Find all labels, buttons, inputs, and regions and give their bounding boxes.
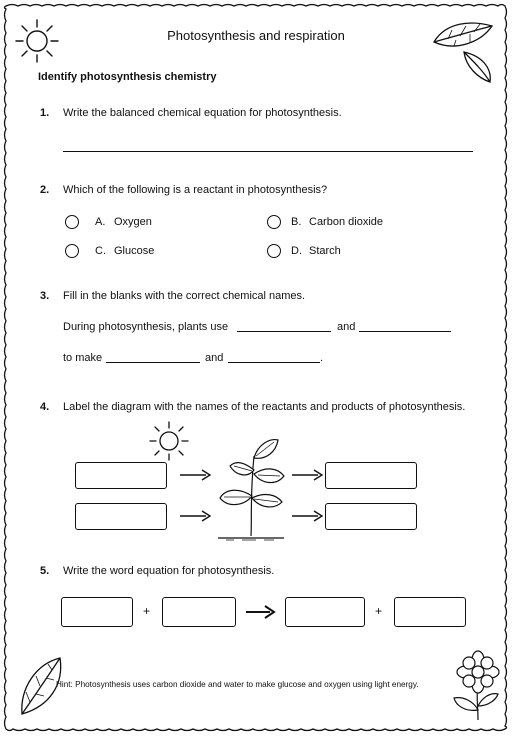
arrow-icon: [178, 509, 212, 523]
blank-3[interactable]: [106, 362, 200, 363]
equation-box-4[interactable]: [394, 597, 466, 627]
question-2-number: 2.: [40, 184, 50, 196]
option-c-letter: C.: [95, 245, 106, 257]
equation-box-2[interactable]: [162, 597, 236, 627]
question-3-number: 3.: [40, 290, 50, 302]
arrow-icon: [290, 509, 324, 523]
reactant-box-1[interactable]: [75, 462, 167, 489]
plus-sign: +: [375, 604, 383, 618]
arrow-icon: [244, 605, 276, 619]
plant-icon: [214, 436, 288, 542]
option-c-radio[interactable]: [65, 244, 79, 258]
sun-icon: [148, 420, 190, 462]
question-2-text: Which of the following is a reactant in photosynthesis?: [63, 184, 328, 196]
question-1-number: 1.: [40, 107, 50, 119]
product-box-2[interactable]: [325, 503, 417, 530]
product-box-1[interactable]: [325, 462, 417, 489]
option-b-label: Carbon dioxide: [309, 216, 383, 228]
blank-4[interactable]: [228, 362, 320, 363]
equation-box-1[interactable]: [61, 597, 133, 627]
arrow-icon: [178, 468, 212, 482]
arrow-icon: [290, 468, 324, 482]
fill-line-2-prefix: to make: [63, 352, 103, 364]
question-3-text: Fill in the blanks with the correct chemical names.: [63, 290, 306, 302]
blank-2[interactable]: [359, 331, 451, 332]
question-4-number: 4.: [40, 401, 50, 413]
question-5-text: Write the word equation for photosynthesis.: [63, 565, 275, 577]
answer-line[interactable]: [63, 151, 473, 152]
option-b-letter: B.: [291, 216, 302, 228]
fill-line-2-and: and: [205, 352, 224, 364]
option-c-label: Glucose: [114, 245, 155, 257]
option-d-label: Starch: [309, 245, 341, 257]
hint-text: Hint: Photosynthesis uses carbon dioxide and water to make glucose and oxygen using light energy.: [56, 680, 419, 689]
page-title: Photosynthesis and respiration: [167, 28, 345, 43]
question-5-number: 5.: [40, 565, 50, 577]
fill-line-1-prefix: During photosynthesis, plants use: [63, 321, 229, 333]
option-d-radio[interactable]: [267, 244, 281, 258]
reactant-box-2[interactable]: [75, 503, 167, 530]
plus-sign: +: [143, 604, 151, 618]
option-b-radio[interactable]: [267, 215, 281, 229]
option-a-label: Oxygen: [114, 216, 152, 228]
section-heading: Identify photosynthesis chemistry: [38, 71, 217, 83]
blank-1[interactable]: [237, 331, 331, 332]
equation-box-3[interactable]: [285, 597, 365, 627]
option-d-letter: D.: [291, 245, 302, 257]
question-1-text: Write the balanced chemical equation for photosynthesis.: [63, 107, 342, 119]
fill-line-2-period: .: [320, 352, 324, 364]
flower-icon: [448, 650, 504, 722]
option-a-letter: A.: [95, 216, 106, 228]
leaves-icon: [426, 12, 500, 84]
fill-line-1-and: and: [337, 321, 356, 333]
option-a-radio[interactable]: [65, 215, 79, 229]
question-4-text: Label the diagram with the names of the reactants and products of photosynthesis.: [63, 401, 466, 413]
